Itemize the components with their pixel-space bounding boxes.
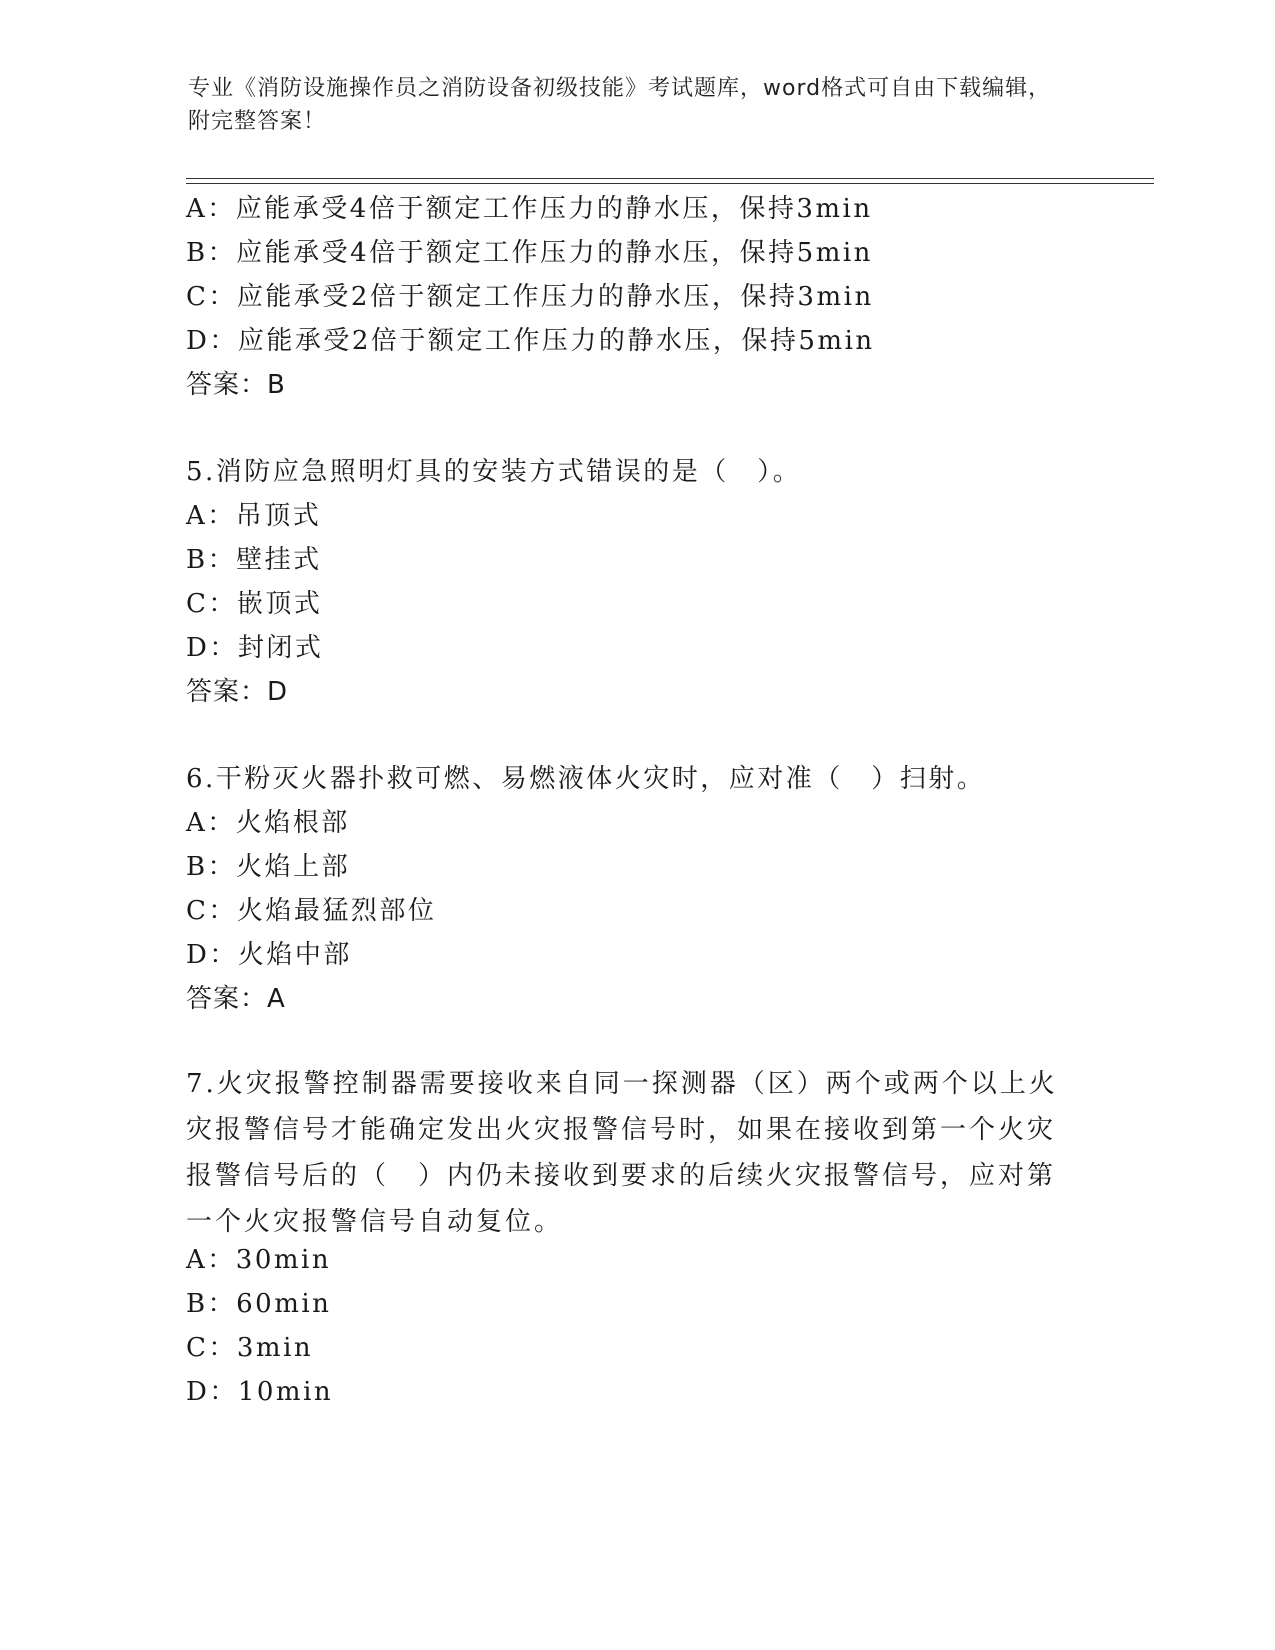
q4-option-d: D：应能承受2倍于额定工作压力的静水压，保持5min [186,326,875,356]
q4-option-c: C：应能承受2倍于额定工作压力的静水压，保持3min [186,282,874,312]
q6-option-a: A：火焰根部 [186,808,350,838]
q6-option-c: C：火焰最猛烈部位 [186,896,437,926]
q4-option-a: A：应能承受4倍于额定工作压力的静水压，保持3min [186,194,873,224]
document-header: 专业《消防设施操作员之消防设备初级技能》考试题库，word格式可自由下载编辑，附完整答案！ [188,76,1052,134]
q7-option-c: C：3min [186,1333,314,1363]
q6-option-d: D：火焰中部 [186,940,352,970]
q5-option-a: A：吊顶式 [186,501,322,531]
q4-answer: 答案：B [186,370,286,400]
header-divider-top [186,178,1154,179]
q6-question: 6.干粉灭火器扑救可燃、易燃液体火灾时，应对准（ ）扫射。 [186,764,986,794]
q7-question: 7.火灾报警控制器需要接收来自同一探测器（区）两个或两个以上火灾报警信号才能确定发出火灾报警信号时，如果在接收到第一个火灾报警信号后的（ ）内仍未接收到要求的后续火灾报警信号，应对第一个火灾报警信号自动复位。 [186,1069,1058,1237]
q6-answer: 答案：A [186,984,286,1014]
q5-question: 5.消防应急照明灯具的安装方式错误的是（ ）。 [186,457,802,487]
q7-option-d: D：10min [186,1377,334,1407]
header-divider-bottom [186,183,1154,184]
q7-option-b: B：60min [186,1289,332,1319]
q5-option-b: B：壁挂式 [186,545,322,575]
q5-option-d: D：封闭式 [186,633,324,663]
q5-answer: 答案：D [186,677,289,707]
q7-option-a: A：30min [186,1245,332,1275]
q4-option-b: B：应能承受4倍于额定工作压力的静水压，保持5min [186,238,873,268]
q5-option-c: C：嵌顶式 [186,589,323,619]
q6-option-b: B：火焰上部 [186,852,351,882]
